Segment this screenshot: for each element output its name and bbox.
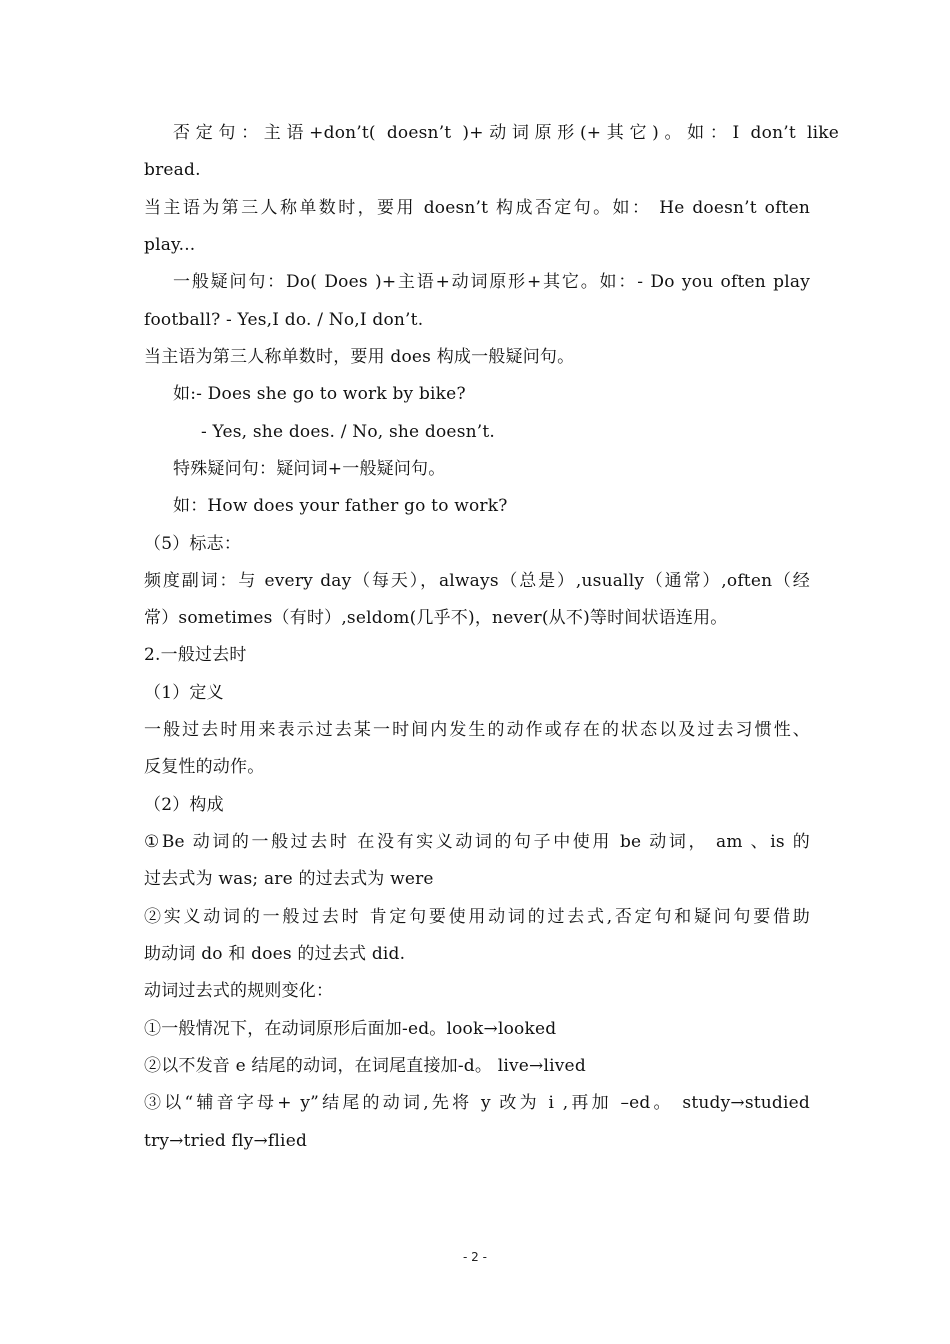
paragraph-line: - Yes, she does. / No, she doesn’t. [201,422,496,442]
paragraph-line: try→tried fly→flied [144,1131,308,1151]
paragraph-line: 一般过去时用来表示过去某一时间内发生的动作或存在的状态以及过去习惯性、 [144,720,810,740]
paragraph-line: play... [144,235,196,255]
paragraph-line: football? - Yes,I do. / No,I don’t. [144,310,424,330]
section-heading: （2）构成 [144,795,224,815]
paragraph-line: 如:- Does she go to work by bike? [173,384,466,404]
paragraph-line: 常）sometimes（有时）,seldom(几乎不)，never(从不)等时间状语连用。 [144,608,728,628]
paragraph-line: 特殊疑问句：疑问词+一般疑问句。 [173,459,446,479]
paragraph-line: 当主语为第三人称单数时，要用 does 构成一般疑问句。 [144,347,575,367]
paragraph-line: ③以“辅音字母+ y”结尾的动词,先将 y 改为 i ,再加 –ed。 study→studied [144,1093,810,1113]
section-heading: （1）定义 [144,683,224,703]
paragraph-line: ②实义动词的一般过去时 肯定句要使用动词的过去式,否定句和疑问句要借助 [144,907,810,927]
page-number: - 2 - [463,1250,487,1264]
paragraph-line: ②以不发音 e 结尾的动词，在词尾直接加-d。 live→lived [144,1056,586,1076]
paragraph-line: 反复性的动作。 [144,757,265,777]
paragraph-line: 一般疑问句：Do( Does )+主语+动词原形+其它。如：- Do you often play [173,272,810,292]
paragraph-line: 如：How does your father go to work? [173,496,508,516]
paragraph-line: 助动词 do 和 does 的过去式 did. [144,944,406,964]
paragraph-line: 当主语为第三人称单数时，要用 doesn’t 构成否定句。如： He doesn’t often [144,198,810,218]
section-heading: 2.一般过去时 [144,645,247,665]
paragraph-line: bread. [144,160,201,180]
paragraph-line: 否定句：主语+don’t( doesn’t )+动词原形(+其它)。如：I don’t like [173,123,839,143]
paragraph-line: 过去式为 was; are 的过去式为 were [144,869,434,889]
paragraph-line: 频度副词：与 every day（每天），always（总是）,usually（通常）,often（经 [144,571,810,591]
paragraph-line: 动词过去式的规则变化： [144,981,334,1001]
section-heading: （5）标志： [144,534,242,554]
paragraph-line: ①一般情况下，在动词原形后面加-ed。look→looked [144,1019,557,1039]
paragraph-line: ①Be 动词的一般过去时 在没有实义动词的句子中使用 be 动词， am 、is 的 [144,832,810,852]
